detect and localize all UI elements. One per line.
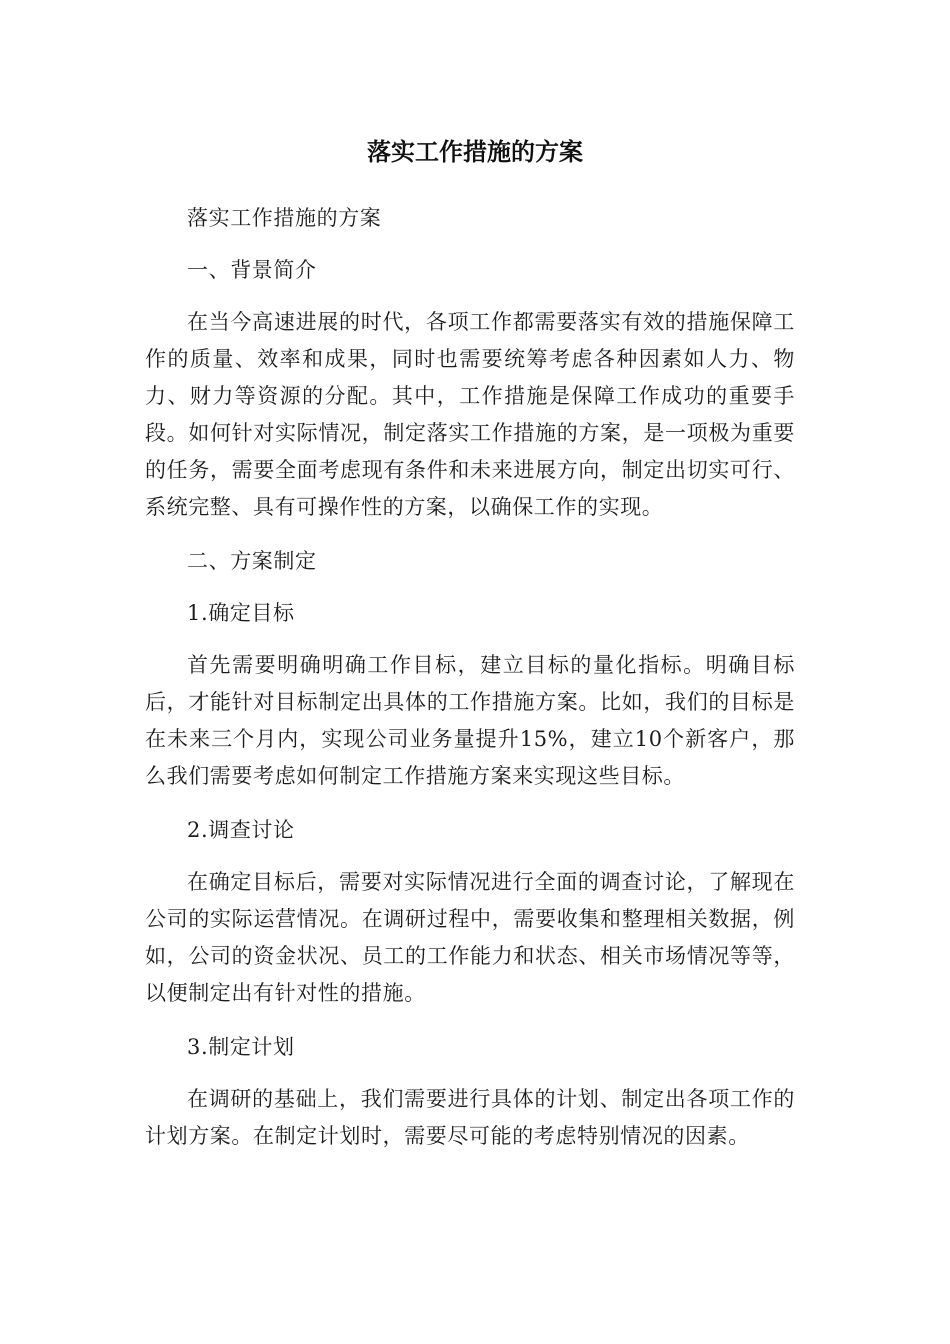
paragraph-background: 在当今高速进展的时代，各项工作都需要落实有效的措施保障工作的质量、效率和成果，同时也需要统筹考虑各种因素如人力、物力、财力等资源的分配。其中，工作措施是保障工作成功的重要手段。如何针对实际情况，制定落实工作措施的方案，是一项极为重要的任务，需要全面考虑现有条件和未来进展方向，制定出切实可行、系统完整、具有可操作性的方案，以确保工作的实现。 bbox=[145, 310, 795, 519]
paragraph-set-goals: 首先需要明确明确工作目标，建立目标的量化指标。明确目标后，才能针对目标制定出具体的工作措施方案。比如，我们的目标是在未来三个月内，实现公司业务量提升15%，建立10个新客户，那么我们需要考虑如何制定工作措施方案来实现这些目标。 bbox=[145, 653, 795, 788]
step-heading-make-plan: 3.制定计划 bbox=[187, 1035, 295, 1059]
section-heading-background: 一、背景简介 bbox=[187, 258, 317, 282]
step-heading-set-goals: 1.确定目标 bbox=[187, 601, 295, 625]
paragraph-research: 在确定目标后，需要对实际情况进行全面的调查讨论，了解现在公司的实际运营情况。在调研过程中，需要收集和整理相关数据，例如，公司的资金状况、员工的工作能力和状态、相关市场情况等等，以便制定出有针对性的措施。 bbox=[145, 870, 795, 1005]
document-title: 落实工作措施的方案 bbox=[367, 138, 583, 166]
step-heading-research: 2.调查讨论 bbox=[187, 818, 295, 842]
document-body bbox=[145, 200, 795, 1172]
paragraph-make-plan: 在调研的基础上，我们需要进行具体的计划、制定出各项工作的计划方案。在制定计划时，需要尽可能的考虑特别情况的因素。 bbox=[145, 1087, 795, 1148]
section-heading-plan: 二、方案制定 bbox=[187, 549, 317, 573]
document-subtitle: 落实工作措施的方案 bbox=[187, 206, 382, 230]
